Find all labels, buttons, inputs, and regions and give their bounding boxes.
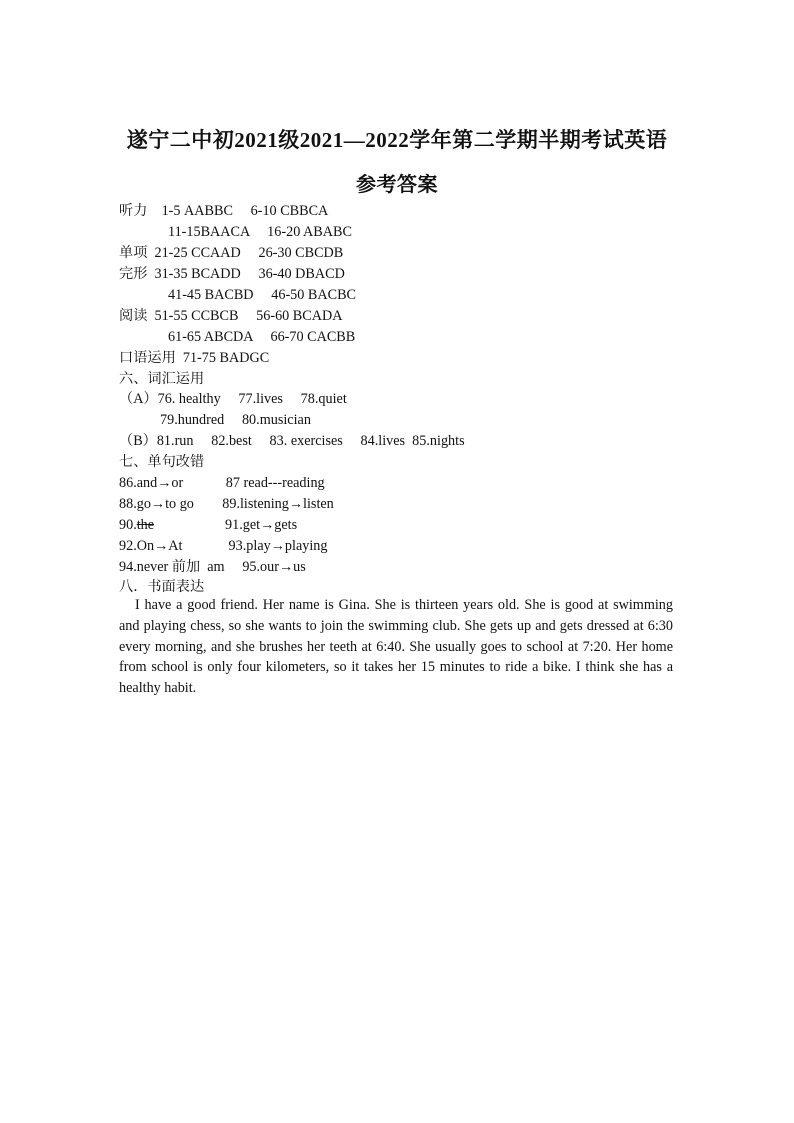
oral-answers: 口语运用 71-75 BADGC <box>119 350 270 366</box>
item-90-number: 90. <box>119 517 137 533</box>
section-eight-heading: 八．书面表达 <box>119 579 205 595</box>
item-91: 91.get→gets <box>225 517 298 533</box>
reading-answers-line-2: 61-65 ABCDA 66-70 CACBB <box>168 329 356 345</box>
listening-answers-line-1: 听力 1-5 AABBC 6-10 CBBCA <box>119 203 329 219</box>
section-seven-heading: 七、单句改错 <box>119 454 205 470</box>
correction-line-88-89: 88.go→to go 89.listening→listen <box>119 496 334 512</box>
reading-answers-line-1: 阅读 51-55 CCBCB 56-60 BCADA <box>119 308 343 324</box>
correction-line-94-95: 94.never 前加 am 95.our→us <box>119 559 306 575</box>
correction-line-92-93: 92.On→At 93.play→playing <box>119 538 328 554</box>
vocab-a-line-1: （A）76. healthy 77.lives 78.quiet <box>119 391 347 407</box>
vocab-b-line: （B）81.run 82.best 83. exercises 84.lives 85.nights <box>119 433 465 449</box>
page-subtitle: 参考答案 <box>356 174 438 196</box>
page-title: 遂宁二中初2021级2021—2022学年第二学期半期考试英语 <box>126 128 668 152</box>
single-choice-answers: 单项 21-25 CCAAD 26-30 CBCDB <box>119 245 344 261</box>
vocab-a-line-2: 79.hundred 80.musician <box>160 412 311 428</box>
listening-answers-line-2: 11-15BAACA 16-20 ABABC <box>168 224 352 240</box>
section-six-heading: 六、词汇运用 <box>119 371 205 387</box>
cloze-answers-line-1: 完形 31-35 BCADD 36-40 DBACD <box>119 266 345 282</box>
writing-sample-paragraph: I have a good friend. Her name is Gina. She is thirteen years old. She is good at swimming and playing chess, so she wants to join the swimming club. She gets up and gets dressed at 6:30 every morning, and she brushes her teeth at 6:40. She usually goes to school at 7:20. Her home from school is only four kilometers, so it takes her 15 minutes to ride a bike. I think she has a healthy habit. <box>119 597 673 697</box>
item-90-gap <box>154 517 225 533</box>
cloze-answers-line-2: 41-45 BACBD 46-50 BACBC <box>168 287 357 303</box>
correction-line-90-91 <box>119 515 297 535</box>
correction-line-86-87: 86.and→or 87 read---reading <box>119 475 325 491</box>
item-90-struck-word: the <box>136 517 155 533</box>
